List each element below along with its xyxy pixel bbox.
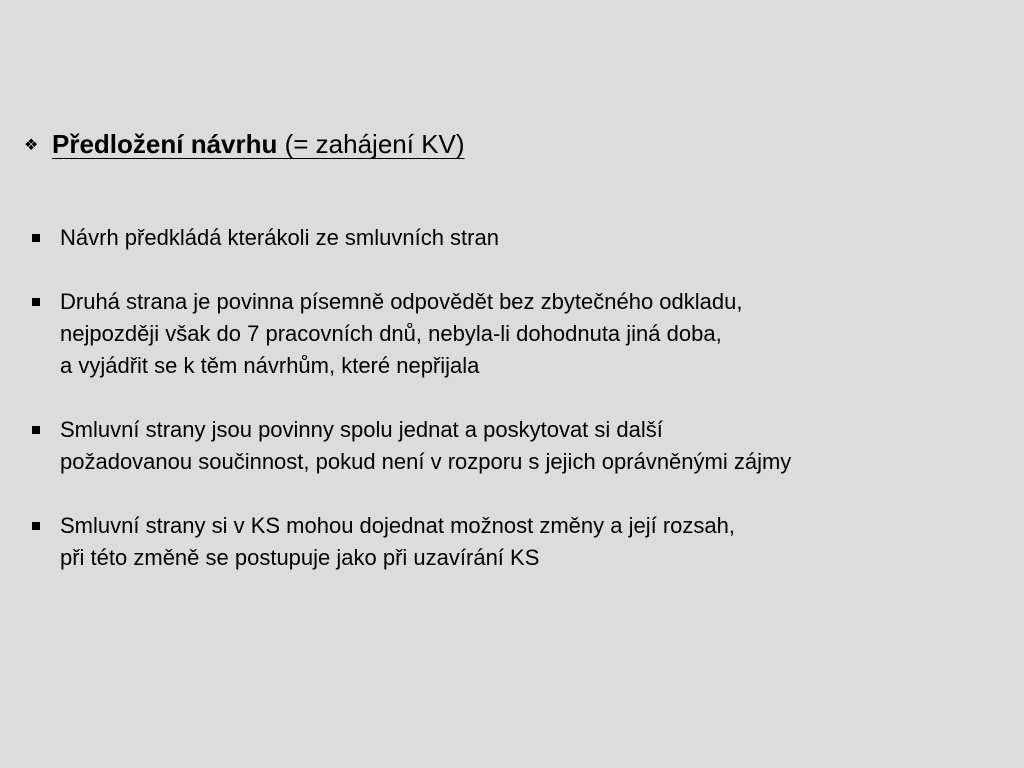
bullet-line: při této změně se postupuje jako při uzavírání KS [60,545,540,570]
bullet-line: Smluvní strany jsou povinny spolu jednat a poskytovat si další [60,417,663,442]
square-bullet-icon [32,298,40,306]
bullet-item [30,510,1020,574]
bullet-item [30,222,1020,254]
bullet-line: a vyjádřit se k těm návrhům, které nepřijala [60,353,480,378]
diamond-bullet-icon: ❖ [24,137,39,154]
square-bullet-icon [32,426,40,434]
bullet-line: Smluvní strany si v KS mohou dojednat možnost změny a její rozsah, [60,513,735,538]
bullet-item [30,286,1020,382]
bullet-line: Druhá strana je povinna písemně odpovědět bez zbytečného odkladu, [60,289,743,314]
bullet-line: Návrh předkládá kterákoli ze smluvních stran [60,225,499,250]
bullet-item [30,414,1020,478]
square-bullet-icon [32,234,40,242]
heading-title-rest: (= zahájení KV) [277,129,465,159]
bullet-line: nejpozději však do 7 pracovních dnů, nebyla-li dohodnuta jiná doba, [60,321,722,346]
square-bullet-icon [32,522,40,530]
bullet-list [30,222,1020,574]
bullet-line: požadovanou součinnost, pokud není v rozporu s jejich oprávněnými zájmy [60,449,792,474]
heading-title-bold: Předložení návrhu [52,129,278,159]
slide-heading [24,126,465,164]
